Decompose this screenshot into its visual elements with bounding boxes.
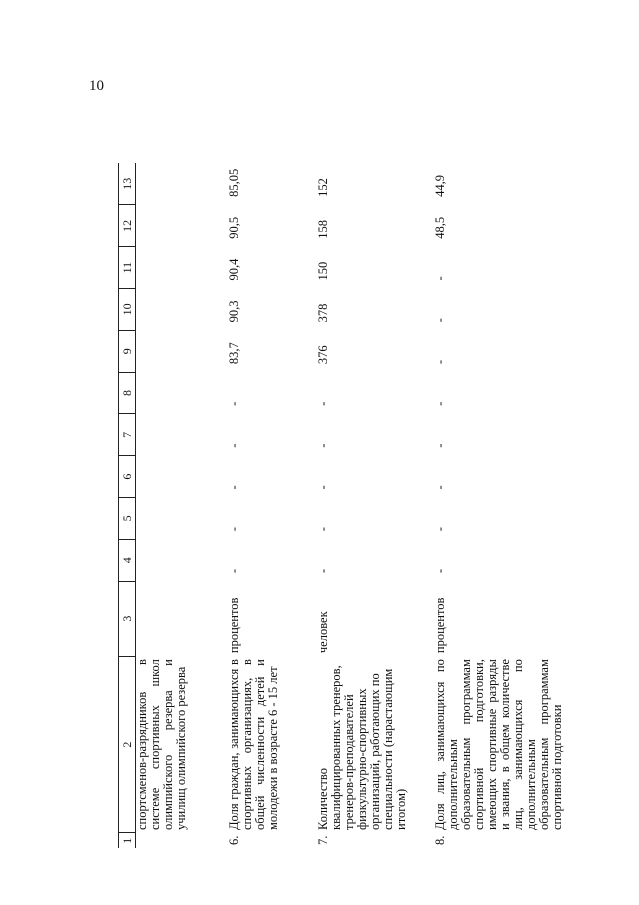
value-cell: -	[316, 401, 330, 406]
header-cell: 6	[119, 456, 136, 498]
unit: человек	[316, 611, 330, 654]
value-cell	[136, 372, 223, 414]
value-cell: -	[316, 527, 330, 532]
unit: процентов	[227, 597, 241, 654]
value-cell: 378	[316, 303, 330, 323]
value-cell: 90,5	[227, 216, 241, 239]
value-cell	[136, 498, 223, 540]
indicator-name: Доля граждан, занимающихся в спортивных организациях, в общей численности детей и молодежи в возрасте 6 - 15 лет	[227, 659, 280, 830]
value-cell: -	[433, 527, 447, 532]
value-cell: 150	[316, 261, 330, 281]
value-cell: -	[227, 443, 241, 448]
table-row	[428, 163, 570, 848]
value-cell: -	[433, 443, 447, 448]
value-cell	[136, 414, 223, 456]
header-cell: 10	[119, 289, 136, 331]
value-cell: 90,4	[227, 258, 241, 281]
table-row	[136, 163, 223, 848]
header-cell: 4	[119, 539, 136, 581]
value-cell: 83,7	[227, 342, 241, 365]
header-row	[119, 163, 136, 848]
value-cell	[136, 205, 223, 247]
indicator-name: спортсменов-разрядников в системе спортивных школ олимпийского резерва и училищ олимпийского резерва	[135, 659, 188, 830]
rotated-table-container	[118, 163, 630, 848]
value-cell	[136, 330, 223, 372]
header-cell: 3	[119, 581, 136, 656]
page-number: 10	[89, 78, 104, 94]
table-row	[311, 163, 428, 848]
header-cell: 9	[119, 330, 136, 372]
value-cell: 158	[316, 219, 330, 239]
header-cell: 5	[119, 498, 136, 540]
header-cell: 1	[119, 833, 136, 848]
value-cell	[136, 163, 223, 205]
indicator-name: Доля лиц, занимающихся по дополнительным образовательным программам спортивной подготовки, имеющих спортивные разряды и звания, в общем количестве лиц, занимающихся по дополнительным образовательным программам спортивной подготовки	[433, 659, 564, 830]
value-cell: -	[433, 359, 447, 365]
value-cell: -	[433, 318, 447, 323]
value-cell: -	[227, 527, 241, 532]
value-cell: -	[316, 485, 330, 490]
value-cell	[136, 289, 223, 331]
value-cell: -	[316, 568, 330, 574]
header-cell: 13	[119, 163, 136, 205]
value-cell: -	[316, 443, 330, 448]
value-cell	[136, 247, 223, 289]
value-cell: -	[227, 568, 241, 574]
value-cell	[136, 539, 223, 581]
header-cell: 2	[119, 656, 136, 833]
header-cell: 12	[119, 205, 136, 247]
value-cell	[136, 456, 223, 498]
value-cell: -	[227, 401, 241, 406]
row-number	[136, 833, 223, 848]
row-number: 8.	[433, 835, 447, 845]
header-cell: 11	[119, 247, 136, 289]
value-cell: 152	[316, 178, 330, 197]
value-cell: 90,3	[227, 300, 241, 323]
value-cell: 48,5	[433, 216, 447, 239]
value-cell: -	[433, 485, 447, 490]
value-cell: -	[433, 276, 447, 281]
table-row	[222, 163, 311, 848]
value-cell: -	[433, 568, 447, 574]
value-cell: 44,9	[433, 175, 447, 197]
value-cell: -	[227, 485, 241, 490]
row-number: 6.	[227, 835, 241, 845]
unit	[136, 581, 223, 656]
value-cell: -	[433, 401, 447, 406]
value-cell: 85,05	[227, 168, 241, 197]
unit: процентов	[433, 597, 447, 654]
header-cell: 8	[119, 372, 136, 414]
header-cell: 7	[119, 414, 136, 456]
value-cell: 376	[316, 345, 330, 365]
row-number: 7.	[316, 835, 330, 845]
indicators-table	[118, 163, 570, 848]
indicator-name: Количество квалифицированных тренеров, тренеров-преподавателей физкультурно-спортивных организаций, работающих по специальности (нарастающим итогом)	[316, 665, 408, 830]
